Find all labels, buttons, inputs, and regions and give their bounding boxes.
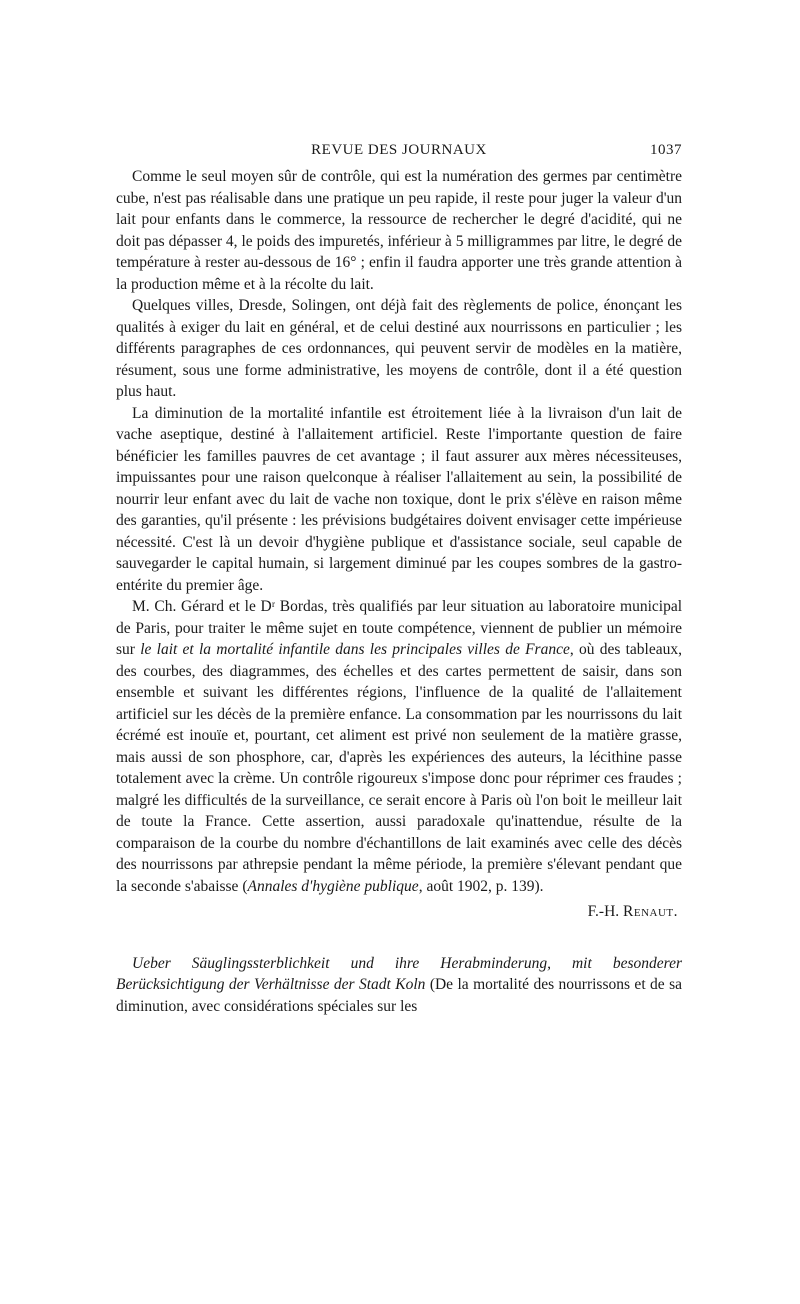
page-number: 1037 bbox=[650, 142, 682, 158]
next-entry-text: (De la mortalité des nourrissons et de sa diminution, avec considérations spéciales sur les bbox=[116, 976, 683, 1015]
paragraph-4 bbox=[116, 596, 682, 897]
paragraph-2: Quelques villes, Dresde, Solingen, ont déjà fait des règlements de police, énonçant les qualités à exiger du lait en général, et de celui destiné aux nourrissons en particulier ; les différents paragraphes de ces ordonnances, qui peuvent servir de modèles en la matière, résument, sous une forme administrative, les moyens de contrôle, dont il a été question plus haut. bbox=[116, 297, 682, 400]
running-title: REVUE DES JOURNAUX bbox=[311, 142, 487, 158]
paragraph-1: Comme le seul moyen sûr de contrôle, qui est la numération des germes par centimètre cube, n'est pas réalisable dans une pratique un peu rapide, il reste pour juger la valeur d'un lait pour enfants dans le commerce, la ressource de rechercher le degré d'acidité, qui ne doit pas dépasser 4, le poids des impuretés, inférieur à 5 milligrammes par litre, le degré de température à rester au-dessous de 16° ; enfin il faudra apporter une très grande attention à la production même et à la récolte du lait. bbox=[116, 168, 682, 293]
signature-surname: Renaut. bbox=[623, 903, 678, 920]
journal-title: Annales d'hygiène publique bbox=[247, 877, 419, 895]
paragraph-4-text-middle: , où des tableaux, des courbes, des diagrammes, des échelles et des cartes permettent de saisir, dans son ensemble et suivant les différentes régions, l'influence de la qualité de l'allaitement artificiel sur les décès de la première enfance. La consommation par les nourrissons du lait écrémé est inouïe et, pourtant, cet aliment est privé non seulement de la matière grasse, mais aussi de son phosphore, car, d'après les expériences des auteurs, la lécithine passe totalement avec la crème. Un contrôle rigoureux s'impose donc pour réprimer ces fraudes ; malgré les difficultés de la surveillance, ce serait encore à Paris où l'on boit le meilleur lait de toute la France. Cette assertion, aussi paradoxale qu'inattendue, résulte de la comparaison de la courbe du nombre d'échantillons de lait examinés avec celle des décès des nourrissons par athrepsie pendant la même période, la première s'élevant pendant que la seconde s'abaisse ( bbox=[116, 641, 682, 895]
paragraph-4-text-after: , août 1902, p. 139). bbox=[418, 877, 544, 895]
running-header bbox=[116, 142, 682, 166]
article-body bbox=[116, 166, 682, 897]
paragraph-4-text-before: M. Ch. Gérard et le Dʳ Bordas, très qualifiés par leur situation au laboratoire municipal de Paris, pour traiter le même sujet en toute compétence, viennent de publier un mémoire sur bbox=[116, 598, 682, 658]
cited-work-title: le lait et la mortalité infantile dans les principales villes de France bbox=[140, 641, 570, 658]
next-entry-title: Ueber Säuglingssterblichkeit und ihre Herabminderung, mit besonderer Berücksichtigung der Verhältnisse der Stadt Koln bbox=[116, 954, 682, 993]
signature-initials: F.-H. bbox=[587, 903, 620, 920]
author-signature bbox=[116, 901, 682, 923]
next-review-entry bbox=[116, 953, 682, 1018]
paragraph-3: La diminution de la mortalité infantile est étroitement liée à la livraison d'un lait de vache aseptique, destiné à l'allaitement artificiel. Reste l'importante question de faire bénéficier les familles pauvres de cet avantage ; il faut assurer aux mères nécessiteuses, impuissantes pour une raison quelconque à réaliser l'allaitement au sein, la possibilité de nourrir leur enfant avec du lait de vache non toxique, dont le prix s'élève en raison même des garanties, qu'il présente : les prévisions budgétaires doivent envisager cette impérieuse nécessité. C'est là un devoir d'hygiène publique et d'assistance sociale, seul capable de sauvegarder le capital humain, si largement diminué par les coupes sombres de la gastro-entérite du premier âge. bbox=[116, 404, 682, 594]
journal-page bbox=[116, 142, 682, 1033]
